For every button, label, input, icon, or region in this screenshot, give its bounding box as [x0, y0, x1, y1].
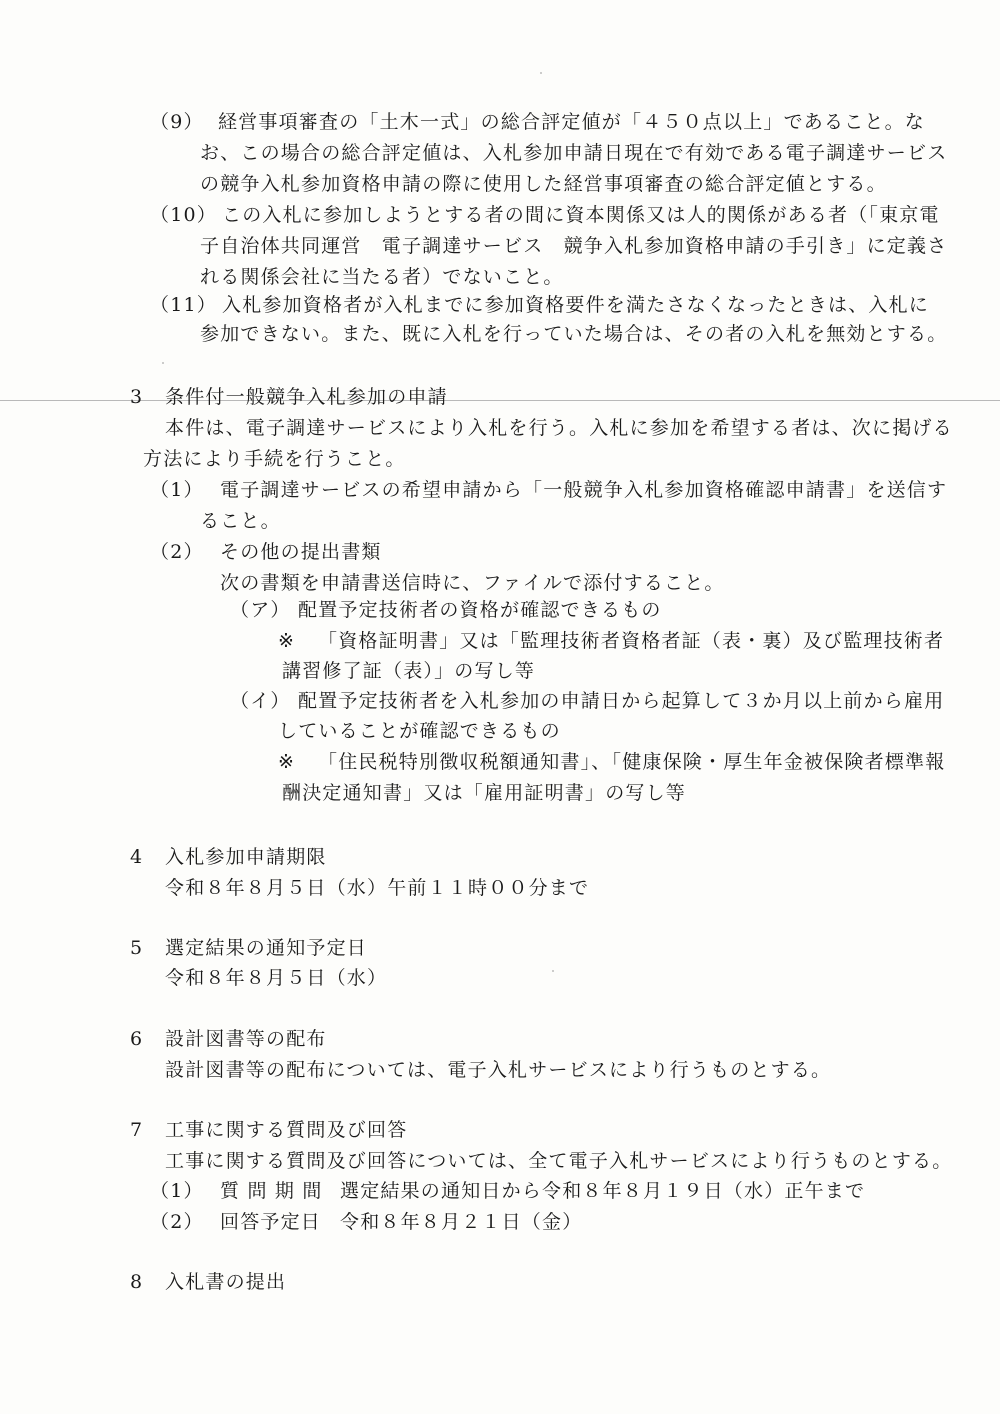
- item-text: れる関係会社に当たる者）でないこと。: [200, 266, 564, 288]
- note-text: 講習修了証（表）」の写し等: [282, 660, 536, 682]
- sub-item-text: 配置予定技術者の資格が確認できるもの: [298, 599, 662, 621]
- section-number: 4: [130, 846, 144, 868]
- item-text: ること。: [200, 510, 281, 532]
- section-number: 5: [130, 937, 144, 959]
- item-number: （2）: [150, 541, 204, 563]
- item-number: （2）: [150, 1211, 204, 1233]
- paragraph: 令和８年８月５日（水）: [165, 967, 388, 989]
- note-mark: ※: [278, 630, 296, 652]
- item-text: の競争入札参加資格申請の際に使用した経営事項審査の総合評定値とする。: [200, 173, 887, 195]
- section-number: 3: [130, 386, 144, 408]
- item-number: （1）: [150, 479, 204, 501]
- scan-speck: [162, 362, 164, 364]
- item-text: 令和８年８月２１日（金）: [340, 1211, 583, 1233]
- item-text: 選定結果の通知日から令和８年８月１９日（水）正午まで: [340, 1180, 866, 1202]
- paragraph: 本件は、電子調達サービスにより入札を行う。入札に参加を希望する者は、次に掲げる: [165, 417, 953, 439]
- fold-line: [0, 400, 1000, 401]
- item-number: （11）: [150, 294, 217, 316]
- paragraph: 工事に関する質問及び回答については、全て電子入札サービスにより行うものとする。: [165, 1150, 953, 1172]
- item-label: 回答予定日: [220, 1211, 322, 1233]
- section-number: 7: [130, 1119, 144, 1141]
- note-text: 「住民税特別徴収税額通知書」、「健康保険・厚生年金被保険者標準報: [318, 751, 946, 773]
- item-text: 入札参加資格者が入札までに参加資格要件を満たさなくなったときは、入札に: [222, 294, 930, 316]
- item-text: この入札に参加しようとする者の間に資本関係又は人的関係がある者（「東京電: [222, 204, 940, 226]
- paragraph: 令和８年８月５日（水）午前１１時００分まで: [165, 877, 590, 899]
- paragraph: 方法により手続を行うこと。: [143, 448, 406, 470]
- section-heading: 選定結果の通知予定日: [165, 937, 368, 959]
- scan-speck: [552, 970, 554, 972]
- sub-item-text: 配置予定技術者を入札参加の申請日から起算して３か月以上前から雇用: [298, 690, 945, 712]
- paragraph: 次の書類を申請書送信時に、ファイルで添付すること。: [220, 572, 725, 594]
- item-text: 子自治体共同運営 電子調達サービス 競争入札参加資格申請の手引き」に定義さ: [200, 235, 948, 257]
- section-heading: 工事に関する質問及び回答: [165, 1119, 408, 1141]
- note-text: 酬決定通知書」又は「雇用証明書」の写し等: [282, 782, 687, 804]
- item-text: お、この場合の総合評定値は、入札参加申請日現在で有効である電子調達サービス: [200, 142, 948, 164]
- item-label: 質 問 期 間: [220, 1180, 323, 1202]
- section-heading: 入札参加申請期限: [165, 846, 327, 868]
- item-number: （1）: [150, 1180, 204, 1202]
- section-heading: 入札書の提出: [165, 1271, 287, 1293]
- item-text: 参加できない。また、既に入札を行っていた場合は、その者の入札を無効とする。: [200, 323, 948, 345]
- item-heading: その他の提出書類: [220, 541, 382, 563]
- sub-item-number: （ア）: [230, 599, 291, 621]
- section-number: 8: [130, 1271, 144, 1293]
- item-number: （9）: [150, 111, 204, 133]
- sub-item-number: （イ）: [230, 690, 291, 712]
- section-heading: 設計図書等の配布: [165, 1028, 327, 1050]
- section-number: 6: [130, 1028, 144, 1050]
- scan-speck: [540, 72, 542, 74]
- note-mark: ※: [278, 751, 296, 773]
- item-text: 経営事項審査の「土木一式」の総合評定値が「４５０点以上」であること。な: [218, 111, 926, 133]
- sub-item-text: していることが確認できるもの: [278, 720, 561, 742]
- item-text: 電子調達サービスの希望申請から「一般競争入札参加資格確認申請書」を送信す: [220, 479, 948, 501]
- item-number: （10）: [150, 204, 217, 226]
- paragraph: 設計図書等の配布については、電子入札サービスにより行うものとする。: [165, 1059, 832, 1081]
- note-text: 「資格証明書」又は「監理技術者資格者証（表・裏）及び監理技術者: [318, 630, 945, 652]
- section-heading: 条件付一般競争入札参加の申請: [165, 386, 448, 408]
